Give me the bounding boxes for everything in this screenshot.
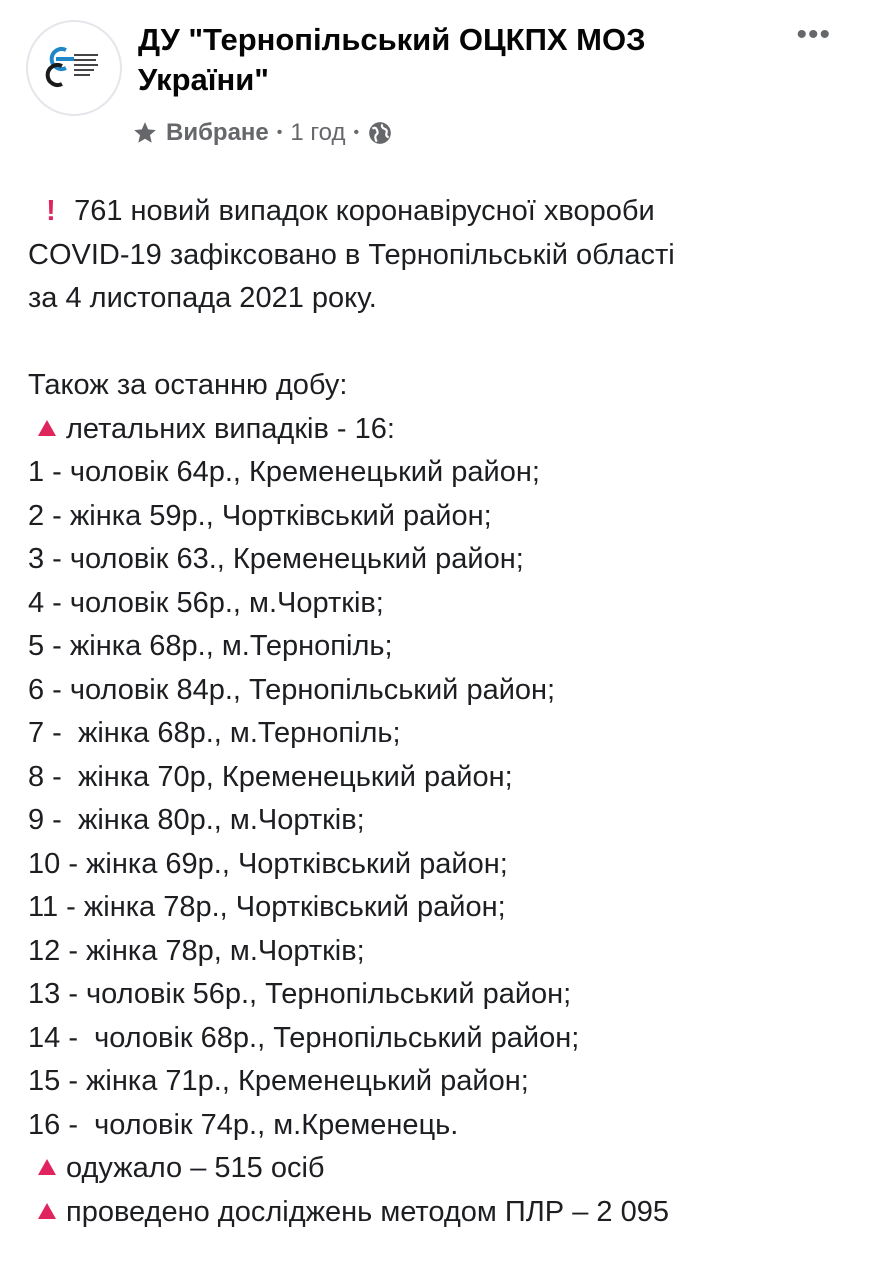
case-item: 12 - жінка 78р, м.Чортків; bbox=[28, 934, 365, 967]
separator-dot: • bbox=[276, 124, 283, 141]
headline-line: за 4 листопада 2021 року. bbox=[28, 282, 377, 314]
favorite-label[interactable]: Вибране bbox=[166, 119, 269, 146]
post-meta bbox=[132, 116, 393, 150]
red-triangle-icon bbox=[38, 1203, 56, 1219]
case-item: 11 - жінка 78р., Чортківський район; bbox=[28, 891, 506, 923]
separator-dot: • bbox=[353, 124, 360, 141]
case-item: 15 - жінка 71р., Кременецький район; bbox=[28, 1065, 529, 1097]
exclamation-icon: ! bbox=[46, 195, 56, 227]
more-options-button[interactable]: ••• bbox=[796, 18, 831, 51]
case-item: 7 - жінка 68р., м.Тернопіль; bbox=[28, 717, 401, 749]
case-item: 8 - жінка 70р, Кременецький район; bbox=[28, 760, 513, 793]
case-item: 5 - жінка 68р., м.Тернопіль; bbox=[28, 630, 393, 662]
tests-text: проведено досліджень методом ПЛР – 2 095 bbox=[66, 1195, 669, 1228]
fatal-header-text: летальних випадків - 16: bbox=[66, 412, 395, 445]
page-avatar[interactable] bbox=[26, 20, 122, 116]
headline-line: COVID-19 зафіксовано в Тернопільській області bbox=[28, 238, 675, 271]
intro-text: Також за останню добу: bbox=[28, 369, 348, 401]
tests-line bbox=[28, 1191, 858, 1235]
case-item: 3 - чоловік 63., Кременецький район; bbox=[28, 543, 524, 575]
case-item: 14 - чоловік 68р., Тернопільський район; bbox=[28, 1021, 580, 1054]
case-item: 9 - жінка 80р., м.Чортків; bbox=[28, 804, 365, 836]
case-item: 1 - чоловік 64р., Кременецький район; bbox=[28, 456, 540, 488]
logo-icon bbox=[44, 38, 104, 98]
case-item: 2 - жінка 59р., Чортківський район; bbox=[28, 499, 492, 532]
post-time[interactable]: 1 год bbox=[290, 119, 346, 146]
case-item: 16 - чоловік 74р., м.Кременець. bbox=[28, 1108, 459, 1141]
spacer bbox=[28, 321, 858, 365]
page-name-line2: України" bbox=[138, 62, 269, 97]
headline-text: 761 новий випадок коронавірусної хвороби bbox=[74, 195, 655, 227]
case-item: 4 - чоловік 56р., м.Чортків; bbox=[28, 586, 384, 619]
case-item: 6 - чоловік 84р., Тернопільський район; bbox=[28, 673, 556, 706]
page-name-line1: ДУ "Тернопільський ОЦКПХ МОЗ bbox=[138, 22, 646, 57]
headline-line bbox=[28, 190, 858, 234]
recovered-line bbox=[28, 1147, 858, 1191]
red-triangle-icon bbox=[38, 1159, 56, 1175]
post-text bbox=[28, 190, 858, 1234]
fatal-header bbox=[28, 408, 858, 452]
case-item: 10 - жінка 69р., Чортківський район; bbox=[28, 847, 508, 880]
page-name-link[interactable] bbox=[138, 20, 758, 100]
globe-icon[interactable] bbox=[367, 120, 393, 146]
case-item: 13 - чоловік 56р., Тернопільський район; bbox=[28, 978, 572, 1010]
fatal-cases-list bbox=[28, 451, 858, 1147]
recovered-text: одужало – 515 осіб bbox=[66, 1152, 325, 1184]
red-triangle-icon bbox=[38, 420, 56, 436]
star-icon bbox=[132, 120, 158, 146]
